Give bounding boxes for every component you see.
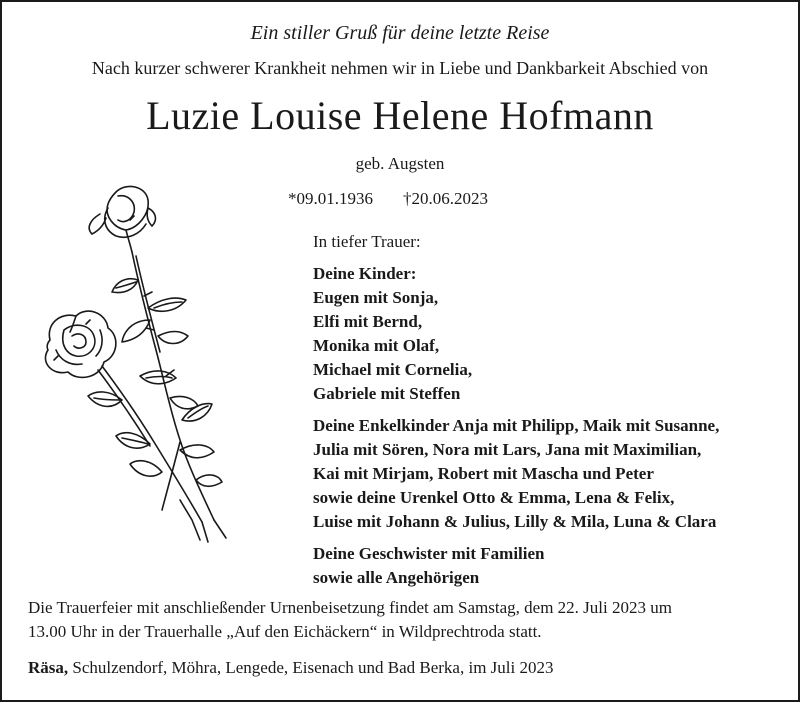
mourners-group-children xyxy=(313,262,719,406)
mourner-line: sowie alle Angehörigen xyxy=(313,568,480,587)
place-rest: Schulzendorf, Möhra, Lengede, Eisenach und Bad Berka, im Juli 2023 xyxy=(68,658,554,677)
mourner-line: Elfi mit Bernd, xyxy=(313,312,423,331)
place-town: Räsa, xyxy=(28,658,69,677)
mourners-group-siblings xyxy=(313,542,719,590)
place-date-line xyxy=(28,658,553,678)
mourner-line: Deine Kinder: xyxy=(313,264,417,283)
mourner-line: Gabriele mit Steffen xyxy=(313,384,461,403)
mourner-line: Michael mit Cornelia, xyxy=(313,360,473,379)
service-info xyxy=(28,596,672,644)
life-dates xyxy=(288,189,488,209)
service-line-1: Die Trauerfeier mit anschließender Urnenbeisetzung findet am Samstag, dem 22. Juli 2023 um xyxy=(28,598,672,617)
mourners-block xyxy=(313,232,719,590)
maiden-name: geb. Augsten xyxy=(355,154,445,173)
mourners-group-grandchildren xyxy=(313,414,719,534)
mourner-line: Luise mit Johann & Julius, Lilly & Mila, Luna & Clara xyxy=(313,512,717,531)
mourner-line: Eugen mit Sonja, xyxy=(313,288,439,307)
subtitle: Ein stiller Gruß für deine letzte Reise xyxy=(250,22,550,44)
death-date: †20.06.2023 xyxy=(403,189,488,208)
deceased-name: Luzie Louise Helene Hofmann xyxy=(146,93,654,138)
rose-drawing-icon xyxy=(30,180,270,560)
mourners-lead: In tiefer Trauer: xyxy=(313,232,421,251)
mourner-line: sowie deine Urenkel Otto & Emma, Lena & Felix, xyxy=(313,488,675,507)
mourner-line: Monika mit Olaf, xyxy=(313,336,440,355)
mourner-line: Deine Geschwister mit Familien xyxy=(313,544,545,563)
birth-date: *09.01.1936 xyxy=(288,189,373,208)
service-line-2: 13.00 Uhr in der Trauerhalle „Auf den Eichäckern“ in Wildprechtroda statt. xyxy=(28,622,542,641)
mourner-line: Kai mit Mirjam, Robert mit Mascha und Peter xyxy=(313,464,654,483)
mourner-line: Deine Enkelkinder Anja mit Philipp, Maik mit Susanne, xyxy=(313,416,720,435)
intro-text: Nach kurzer schwerer Krankheit nehmen wir in Liebe und Dankbarkeit Abschied von xyxy=(91,58,709,78)
mourner-line: Julia mit Sören, Nora mit Lars, Jana mit Maximilian, xyxy=(313,440,702,459)
